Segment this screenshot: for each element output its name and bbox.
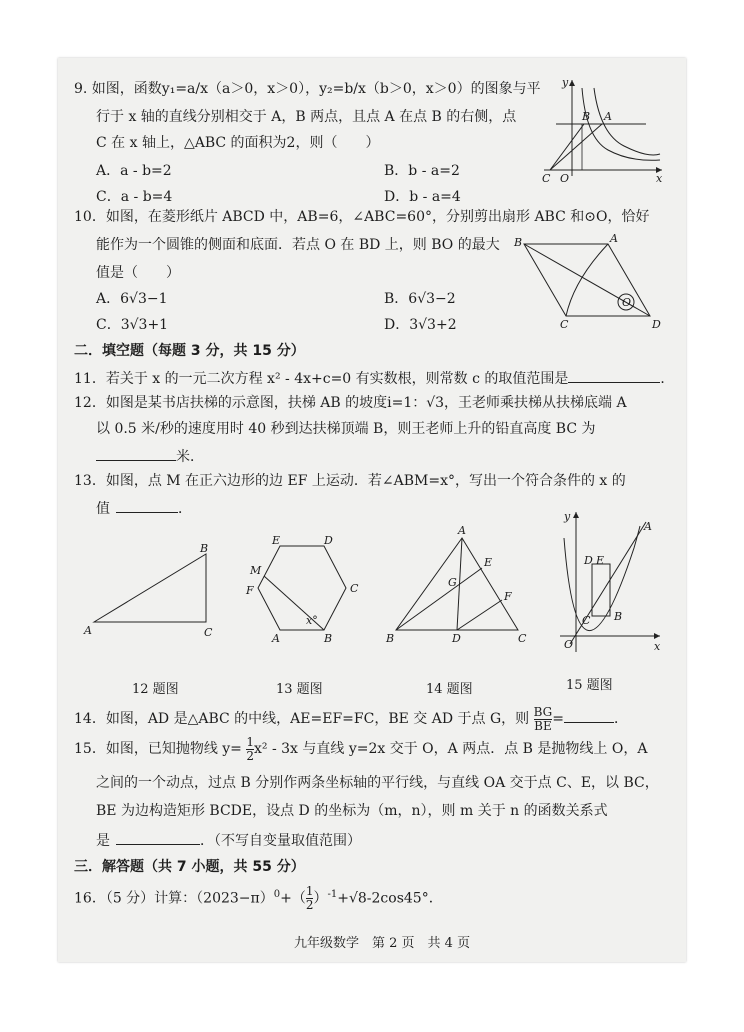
q13-pre: 值 bbox=[96, 501, 110, 517]
fig14-label-b: B bbox=[386, 632, 395, 645]
fig12-caption: 12 题图 bbox=[132, 682, 179, 697]
q9-fig-label-a: A bbox=[604, 110, 612, 123]
fig14-caption: 14 题图 bbox=[426, 682, 473, 697]
fig15-label-d: D bbox=[584, 554, 593, 567]
fig15-label-b: B bbox=[614, 610, 623, 623]
q11-line: 11．若关于 x 的一元二次方程 x² - 4x+c=0 有实数根，则常数 c 的取值范围是 ． bbox=[74, 368, 674, 388]
q14-fraction bbox=[534, 706, 553, 733]
q9-line3: C 在 x 轴上，△ABC 的面积为2，则（ ） bbox=[96, 135, 380, 151]
q15-frac-num: 1 bbox=[246, 734, 254, 749]
q10-fig-label-c: C bbox=[560, 318, 569, 331]
fig13 bbox=[238, 536, 368, 656]
q16-close: ） bbox=[313, 890, 328, 907]
q12-line2: 以 0.5 米/秒的速度用时 40 秒到达扶梯顶端 B，则王老师上升的铅直高度 BC 为 bbox=[96, 421, 596, 437]
q9-line1: 9. 如图，函数y₁=a/x（a＞0，x＞0），y₂=b/x（b＞0，x＞0）的图象与平 bbox=[74, 81, 541, 97]
q16-line bbox=[74, 880, 443, 913]
fig15 bbox=[556, 508, 666, 658]
fig13-label-m: M bbox=[250, 564, 262, 577]
section-2-title: 二．填空题（每题 3 分，共 15 分） bbox=[74, 343, 305, 359]
q14-answer-blank[interactable] bbox=[564, 708, 614, 723]
q10-fig-label-d: D bbox=[652, 318, 661, 331]
fig12-label-a: A bbox=[84, 624, 92, 637]
q9-line2: 行于 x 轴的直线分别相交于 A，B 两点，且点 A 在点 B 的右侧，点 bbox=[96, 109, 517, 125]
q14-eq: = bbox=[552, 711, 564, 727]
q16-frac-den: 2 bbox=[305, 898, 314, 913]
q12-line3 bbox=[96, 446, 204, 466]
q9-option-d: D．b - a=4 bbox=[384, 189, 461, 205]
fig13-label-d: D bbox=[324, 534, 333, 547]
q10-option-a: A．6√3−1 bbox=[96, 291, 168, 307]
q16-rest: +√8-2cos45°． bbox=[337, 890, 443, 907]
q15-line2: 之间的一个动点，过点 B 分别作两条坐标轴的平行线，与直线 OA 交于点 C、E，以 BC， bbox=[96, 775, 659, 791]
q15-answer-blank[interactable] bbox=[116, 830, 200, 845]
fig15-label-c: C bbox=[582, 614, 591, 627]
q15-line1 bbox=[74, 734, 647, 764]
fig13-label-b: B bbox=[324, 632, 333, 645]
q15-line4-post: ．（不写自变量取值范围） bbox=[200, 833, 361, 849]
q15-line4 bbox=[96, 830, 361, 850]
q9-option-a: A．a - b=2 bbox=[96, 163, 172, 179]
fig13-label-c: C bbox=[350, 582, 359, 595]
fig14-label-a: A bbox=[458, 524, 466, 537]
fig14-label-c: C bbox=[518, 632, 527, 645]
fig15-label-x: x bbox=[654, 640, 661, 653]
fig13-label-x: x° bbox=[306, 614, 318, 627]
q10-option-d: D．3√3+2 bbox=[384, 317, 457, 333]
fig15-label-e: E bbox=[596, 554, 605, 567]
fig13-label-a: A bbox=[272, 632, 280, 645]
q13-answer-blank[interactable] bbox=[116, 498, 178, 513]
fig15-caption: 15 题图 bbox=[566, 678, 613, 693]
q15-line3: BE 为边构造矩形 BCDE，设点 D 的坐标为（m，n），则 m 关于 n 的函数关系式 bbox=[96, 803, 608, 819]
q13-line2 bbox=[96, 498, 192, 518]
q9-figure bbox=[536, 76, 666, 185]
section-3-title: 三．解答题（共 7 小题，共 55 分） bbox=[74, 859, 305, 875]
q12-answer-blank[interactable] bbox=[96, 446, 176, 461]
fig13-label-f: F bbox=[246, 584, 254, 597]
q15-fraction bbox=[246, 736, 254, 763]
q9-option-b: B．b - a=2 bbox=[384, 163, 460, 179]
fig12-label-b: B bbox=[200, 542, 209, 555]
q11-answer-blank[interactable] bbox=[568, 368, 660, 383]
q10-line1: 10．如图，在菱形纸片 ABCD 中，AB=6，∠ABC=60°，分别剪出扇形 ABC 和⊙O，恰好 bbox=[74, 209, 650, 225]
q13-line1: 13．如图，点 M 在正六边形的边 EF 上运动．若∠ABM=x°，写出一个符合条件的 x 的 bbox=[74, 473, 626, 489]
fig15-label-o: O bbox=[564, 638, 574, 651]
q16-frac-num: 1 bbox=[305, 884, 314, 899]
q10-option-b: B．6√3−2 bbox=[384, 291, 456, 307]
q15-line4-pre: 是 bbox=[96, 833, 110, 849]
q14-post: ． bbox=[614, 711, 628, 727]
q10-option-c: C．3√3+1 bbox=[96, 317, 169, 333]
q15-frac-den: 2 bbox=[246, 748, 254, 763]
fig14-label-g: G bbox=[448, 576, 457, 589]
q12-line1: 12．如图是某书店扶梯的示意图，扶梯 AB 的坡度i=1：√3，王老师乘扶梯从扶梯底端 A bbox=[74, 395, 627, 411]
q9-fig-label-y: y bbox=[562, 76, 569, 89]
q9-fig-label-c: C bbox=[542, 172, 551, 185]
fig15-label-y: y bbox=[564, 510, 571, 523]
fig13-caption: 13 题图 bbox=[276, 682, 323, 697]
q9-fig-label-b: B bbox=[582, 110, 591, 123]
fig15-label-a: A bbox=[644, 520, 652, 533]
q12-unit: 米． bbox=[176, 449, 204, 465]
q10-fig-label-o: O bbox=[622, 296, 632, 309]
fig14-label-f: F bbox=[504, 590, 512, 603]
exam-page bbox=[58, 58, 686, 962]
q16-exp-neg1: -1 bbox=[327, 889, 338, 900]
q10-fig-label-b: B bbox=[514, 236, 523, 249]
q14-frac-num: BG bbox=[533, 704, 553, 719]
q10-line3: 值是（ ） bbox=[96, 265, 180, 281]
fig13-label-e: E bbox=[272, 534, 281, 547]
fig14-label-e: E bbox=[484, 556, 493, 569]
q16-plus: +（ bbox=[280, 890, 306, 907]
q16-exp0: 0 bbox=[273, 889, 281, 900]
q10-fig-label-a: A bbox=[610, 232, 618, 245]
q11-text: 11．若关于 x 的一元二次方程 x² - 4x+c=0 有实数根，则常数 c 的取值范围是 bbox=[74, 371, 569, 387]
q9-option-c: C．a - b=4 bbox=[96, 189, 173, 205]
q10-figure bbox=[506, 232, 666, 331]
q15-line1-pre: 15．如图，已知抛物线 y= bbox=[74, 741, 242, 757]
q13-post: ． bbox=[178, 501, 192, 517]
q15-line1-post: x² - 3x 与直线 y=2x 交于 O，A 两点．点 B 是抛物线上 O，A bbox=[254, 741, 648, 757]
q16-pre: 16．（5 分）计算：（2023−π） bbox=[74, 890, 274, 907]
q9-fig-label-x: x bbox=[656, 172, 663, 185]
fig14 bbox=[386, 524, 527, 648]
fig12-label-c: C bbox=[204, 626, 213, 639]
fig12 bbox=[82, 542, 222, 646]
q14-frac-den: BE bbox=[534, 718, 552, 733]
page-footer: 九年级数学 第 2 页 共 4 页 bbox=[294, 936, 471, 951]
q14-line bbox=[74, 704, 628, 734]
q14-text: 14．如图，AD 是△ABC 的中线，AE=EF=FC，BE 交 AD 于点 G，则 bbox=[74, 711, 530, 727]
q9-fig-label-o: O bbox=[560, 172, 570, 185]
q10-line2: 能作为一个圆锥的侧面和底面．若点 O 在 BD 上，则 BO 的最大 bbox=[96, 237, 500, 253]
fig14-label-d: D bbox=[452, 632, 461, 645]
